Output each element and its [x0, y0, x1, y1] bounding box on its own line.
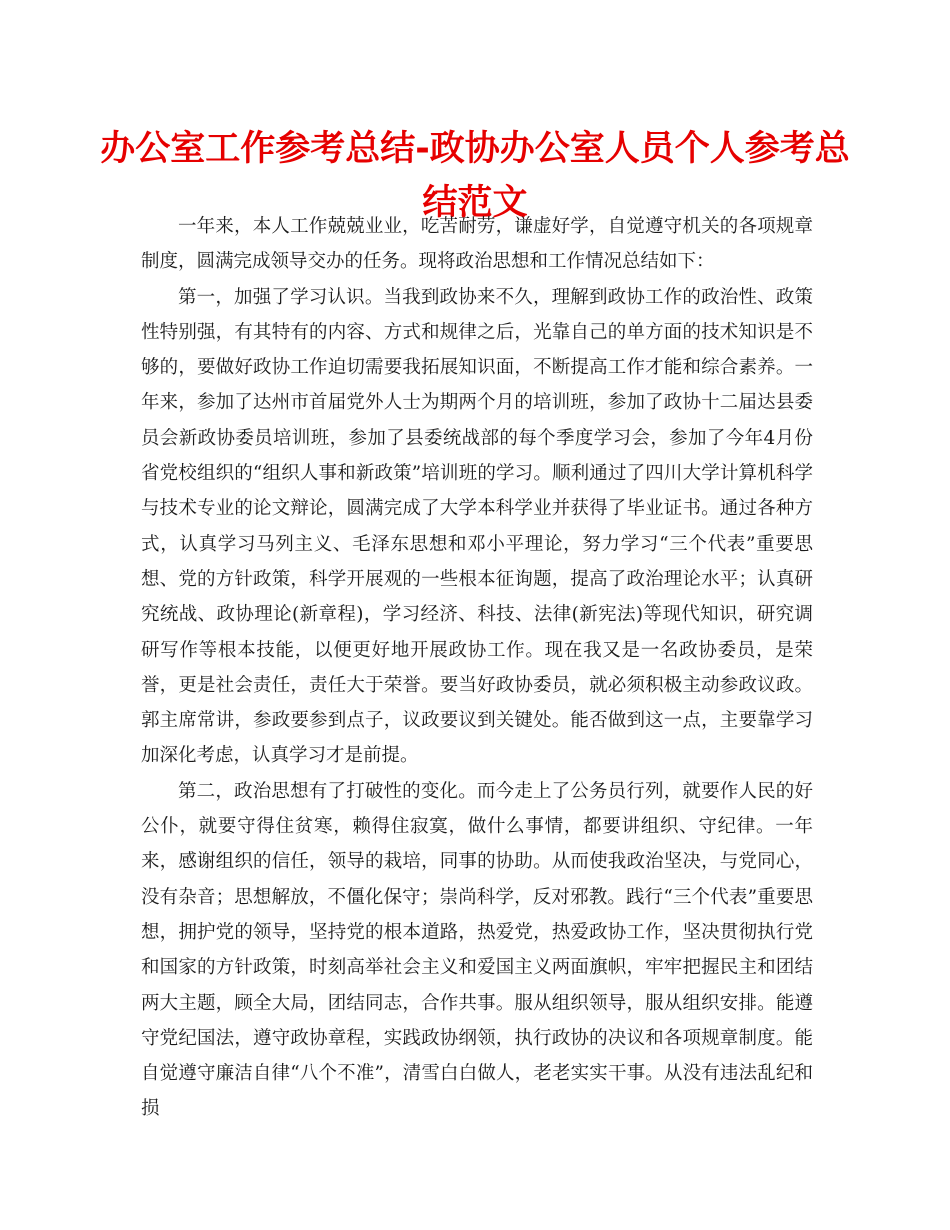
paragraph-first-point: 第一，加强了学习认识。当我到政协来不久，理解到政协工作的政治性、政策性特别强，有其特有的内容、方式和规律之后，光靠自己的单方面的技术知识是不够的，要做好政协工作迫切需要我拓展知识面，不断提高工作才能和综合素养。一年来，参加了达州市首届党外人士为期两个月的培训班，参加了政协十二届达县委员会新政协委员培训班，参加了县委统战部的每个季度学习会，参加了今年4月份省党校组织的“组织人事和新政策”培训班的学习。顺利通过了四川大学计算机科学与技术专业的论文辩论，圆满完成了大学本科学业并获得了毕业证书。通过各种方式，认真学习马列主义、毛泽东思想和邓小平理论，努力学习“三个代表”重要思想、党的方针政策，科学开展观的一些根本征询题，提高了政治理论水平；认真研究统战、政协理论(新章程)，学习经济、科技、法律(新宪法)等现代知识，研究调研写作等根本技能，以便更好地开展政协工作。现在我又是一名政协委员，是荣誉，更是社会责任，责任大于荣誉。要当好政协委员，就必须积极主动参政议政。郭主席常讲，参政要参到点子，议政要议到关键处。能否做到这一点，主要靠学习加深化考虑，认真学习才是前提。 [141, 286, 813, 767]
paragraph-intro: 一年来，本人工作兢兢业业，吃苦耐劳，谦虚好学，自觉遵守机关的各项规章制度，圆满完成领导交办的任务。现将政治思想和工作情况总结如下： [141, 216, 813, 273]
document-body [141, 209, 813, 1127]
document-title: 办公室工作参考总结-政协办公室人员个人参考总结范文 [100, 129, 850, 223]
paragraph-second-point: 第二，政治思想有了打破性的变化。而今走上了公务员行列，就要作人民的好公仆，就要守得住贫寒，赖得住寂寞，做什么事情，都要讲组织、守纪律。一年来，感谢组织的信任，领导的栽培，同事的协助。从而使我政治坚决，与党同心，没有杂音；思想解放，不僵化保守；崇尚科学，反对邪教。践行“三个代表”重要思想，拥护党的领导，坚持党的根本道路，热爱党，热爱政协工作，坚决贯彻执行党和国家的方针政策，时刻高举社会主义和爱国主义两面旗帜，牢牢把握民主和团结两大主题，顾全大局，团结同志，合作共事。服从组织领导，服从组织安排。能遵守党纪国法，遵守政协章程，实践政协纲领，执行政协的决议和各项规章制度。能自觉遵守廉洁自律“八个不准”，清雪白白做人，老老实实干事。从没有违法乱纪和损 [141, 780, 813, 1120]
